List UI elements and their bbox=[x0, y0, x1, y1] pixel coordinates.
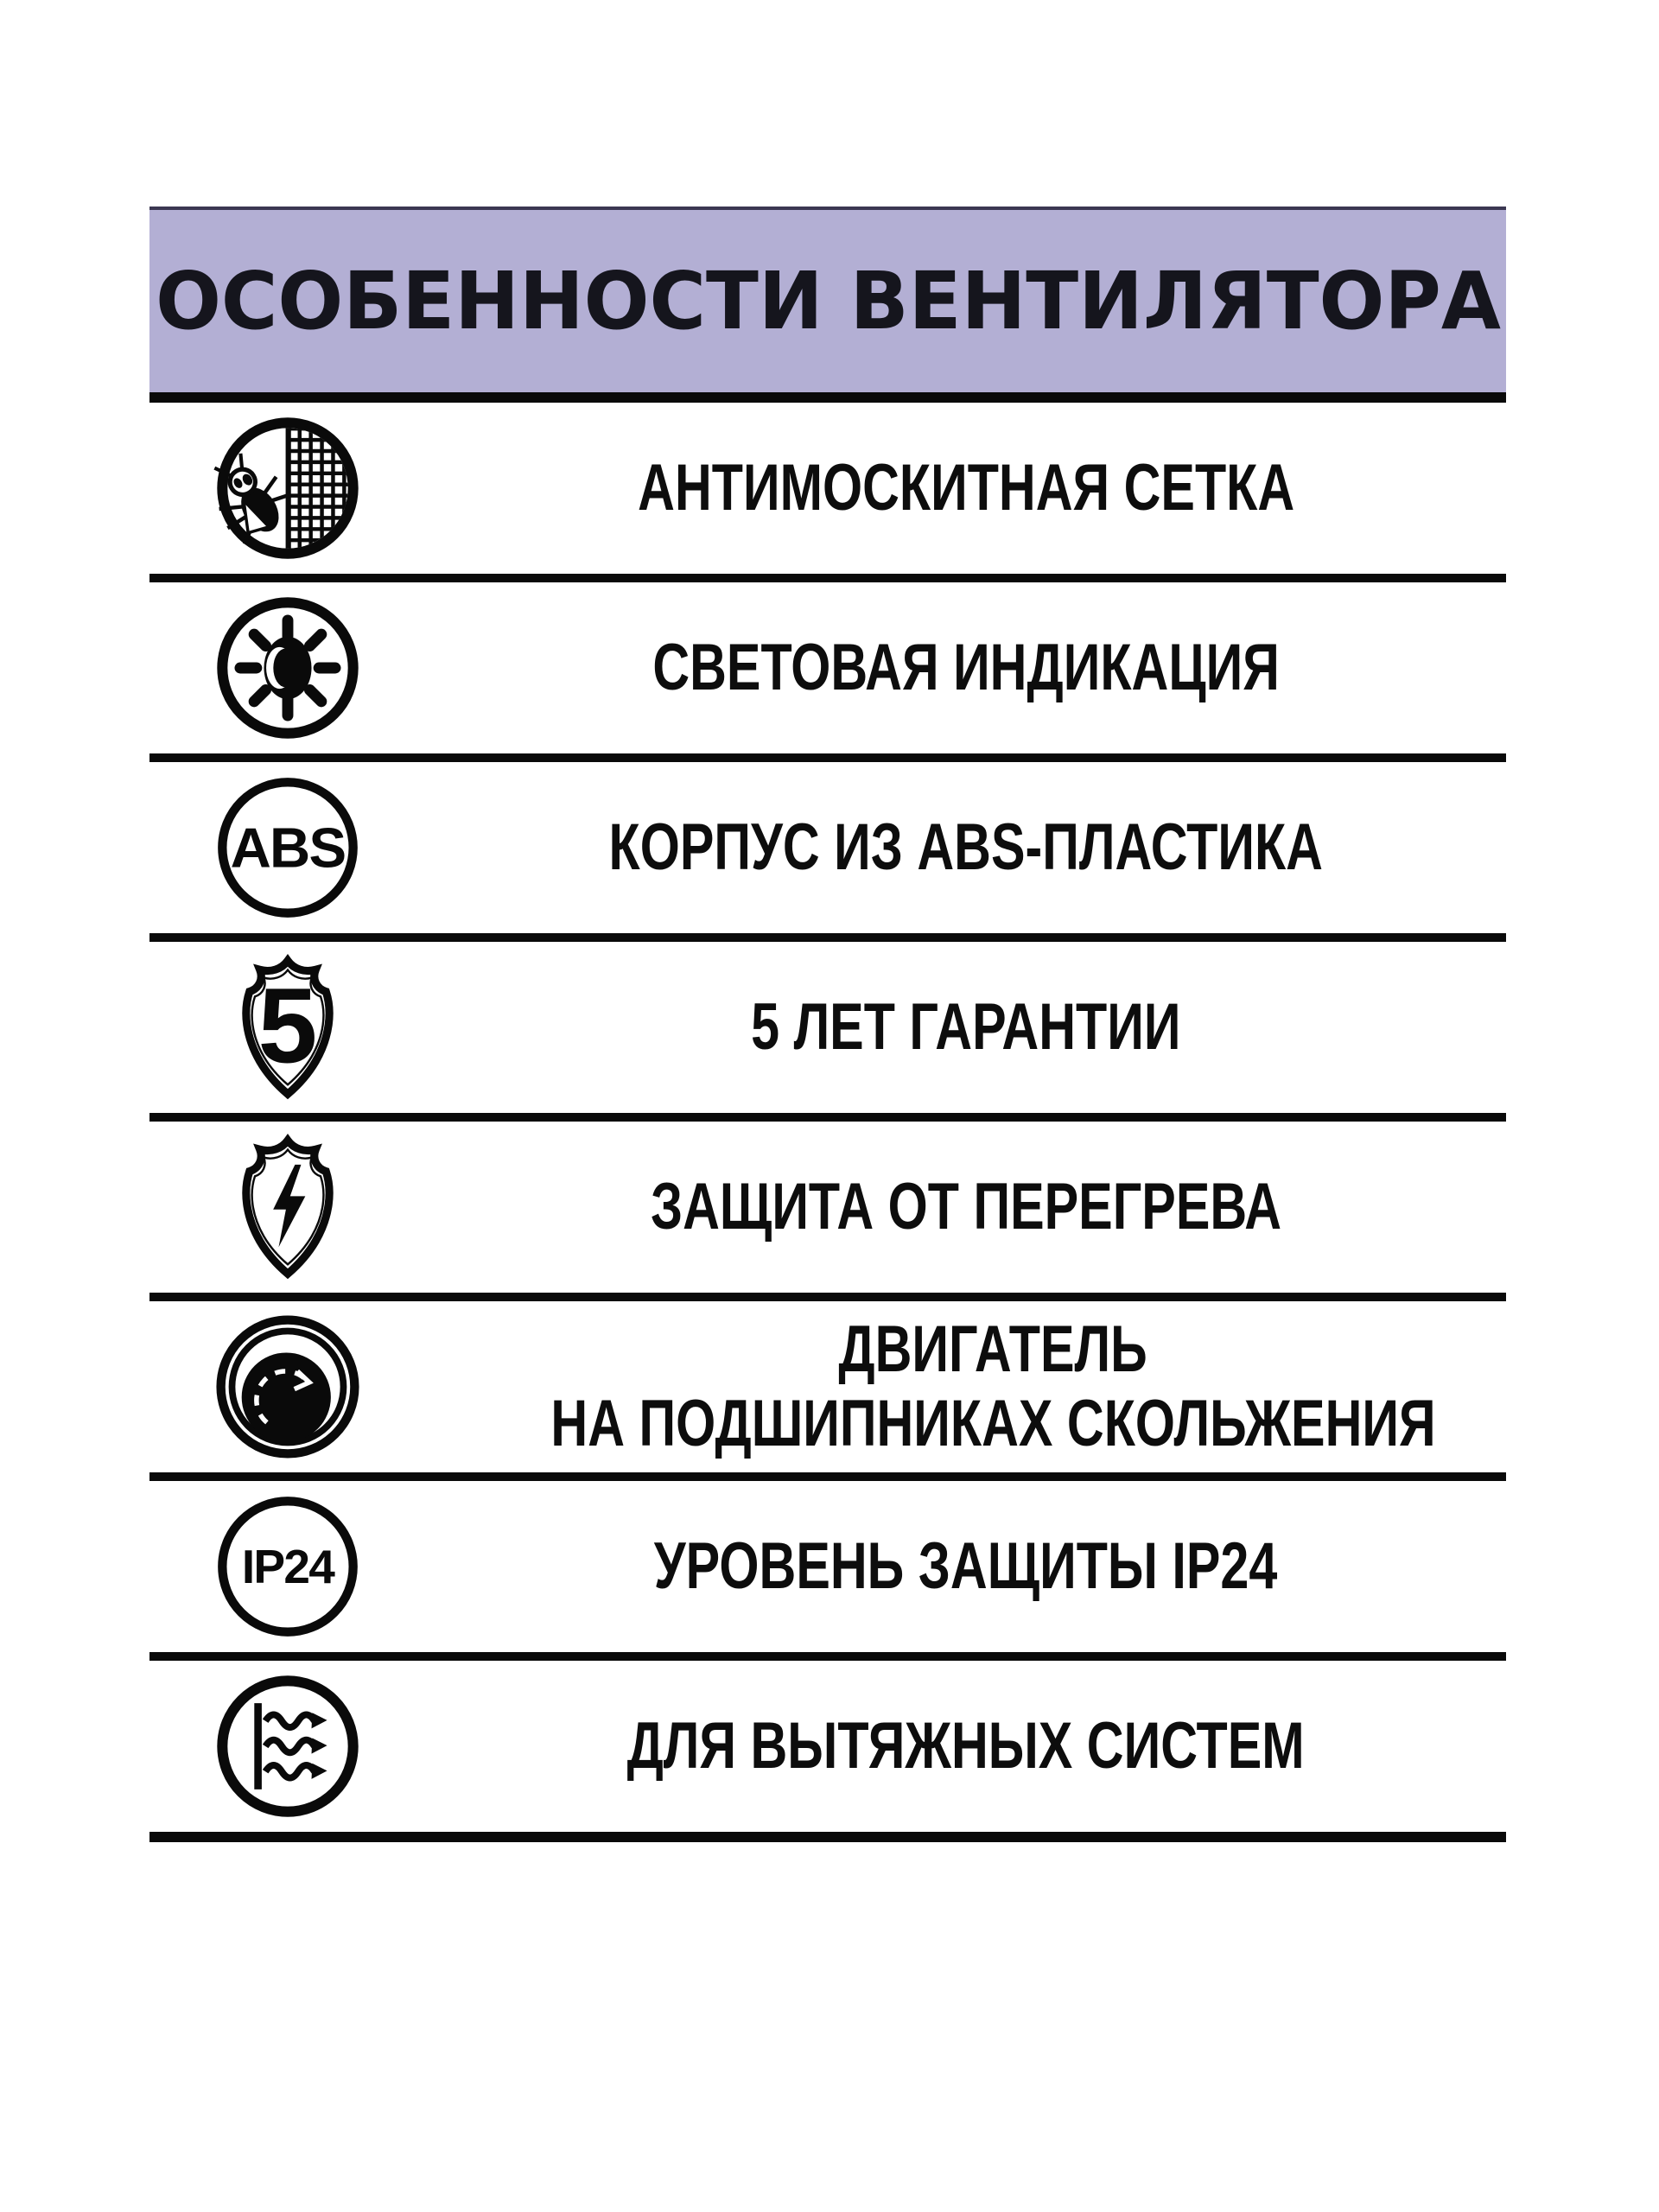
content-column bbox=[149, 207, 1506, 1842]
row-divider bbox=[149, 1113, 1506, 1122]
lightning-bolt-glyph bbox=[273, 1165, 305, 1247]
feature-row-light-indication bbox=[149, 582, 1506, 753]
text-cell bbox=[426, 1313, 1560, 1461]
feature-label: ЗАЩИТА ОТ ПЕРЕГРЕВА bbox=[650, 1170, 1282, 1244]
text-cell bbox=[426, 451, 1506, 525]
feature-row-mosquito-net bbox=[149, 403, 1506, 574]
feature-row-exhaust-systems bbox=[149, 1661, 1506, 1832]
icon-cell bbox=[149, 773, 426, 922]
row-divider bbox=[149, 574, 1506, 582]
row-divider bbox=[149, 753, 1506, 762]
text-cell bbox=[426, 810, 1506, 885]
feature-label: ДЛЯ ВЫТЯЖНЫХ СИСТЕМ bbox=[626, 1709, 1306, 1783]
abs-icon-text: ABS bbox=[230, 816, 346, 880]
feature-row-sliding-bearing bbox=[149, 1301, 1506, 1472]
exhaust-system-icon bbox=[213, 1672, 362, 1821]
text-cell bbox=[426, 1529, 1506, 1604]
icon-cell bbox=[149, 1313, 426, 1461]
header-divider bbox=[149, 392, 1506, 403]
icon-cell bbox=[149, 1492, 426, 1641]
warranty-5-years-shield-icon bbox=[225, 953, 351, 1102]
ip24-protection-icon bbox=[213, 1492, 362, 1641]
text-cell bbox=[426, 1709, 1506, 1783]
feature-label-line1: ДВИГАТЕЛЬ bbox=[838, 1313, 1148, 1387]
row-divider bbox=[149, 933, 1506, 942]
sliding-bearing-icon bbox=[213, 1313, 362, 1461]
row-divider bbox=[149, 1293, 1506, 1301]
row-divider bbox=[149, 1652, 1506, 1661]
feature-label: АНТИМОСКИТНАЯ СЕТКА bbox=[638, 451, 1294, 525]
feature-label: СВЕТОВАЯ ИНДИКАЦИЯ bbox=[652, 631, 1280, 705]
feature-row-abs-plastic bbox=[149, 762, 1506, 933]
text-cell bbox=[426, 990, 1506, 1065]
text-cell bbox=[426, 1170, 1506, 1244]
page-title: ОСОБЕННОСТИ ВЕНТИЛЯТОРА bbox=[155, 255, 1501, 347]
mosquito-net-icon bbox=[213, 414, 362, 563]
icon-cell bbox=[149, 953, 426, 1102]
icon-cell bbox=[149, 414, 426, 563]
feature-row-ip24 bbox=[149, 1481, 1506, 1652]
feature-row-warranty bbox=[149, 942, 1506, 1113]
feature-label: УРОВЕНЬ ЗАЩИТЫ IP24 bbox=[654, 1529, 1278, 1604]
abs-plastic-icon bbox=[213, 773, 362, 922]
header-banner bbox=[149, 207, 1506, 392]
feature-row-overheat-protection bbox=[149, 1122, 1506, 1293]
icon-cell bbox=[149, 1133, 426, 1281]
text-cell bbox=[426, 631, 1506, 705]
overheat-protection-shield-icon bbox=[225, 1133, 351, 1281]
feature-label: КОРПУС ИЗ ABS-ПЛАСТИКА bbox=[608, 810, 1324, 885]
icon-cell bbox=[149, 1672, 426, 1821]
ip24-icon-text: IP24 bbox=[241, 1539, 334, 1593]
icon-cell bbox=[149, 594, 426, 742]
feature-label: 5 ЛЕТ ГАРАНТИИ bbox=[751, 990, 1181, 1065]
bottom-divider bbox=[149, 1832, 1506, 1842]
feature-label-line2: НА ПОДШИПНИКАХ СКОЛЬЖЕНИЯ bbox=[550, 1387, 1436, 1460]
warranty-icon-number: 5 bbox=[257, 966, 318, 1086]
light-indication-icon bbox=[213, 594, 362, 742]
row-divider bbox=[149, 1472, 1506, 1481]
